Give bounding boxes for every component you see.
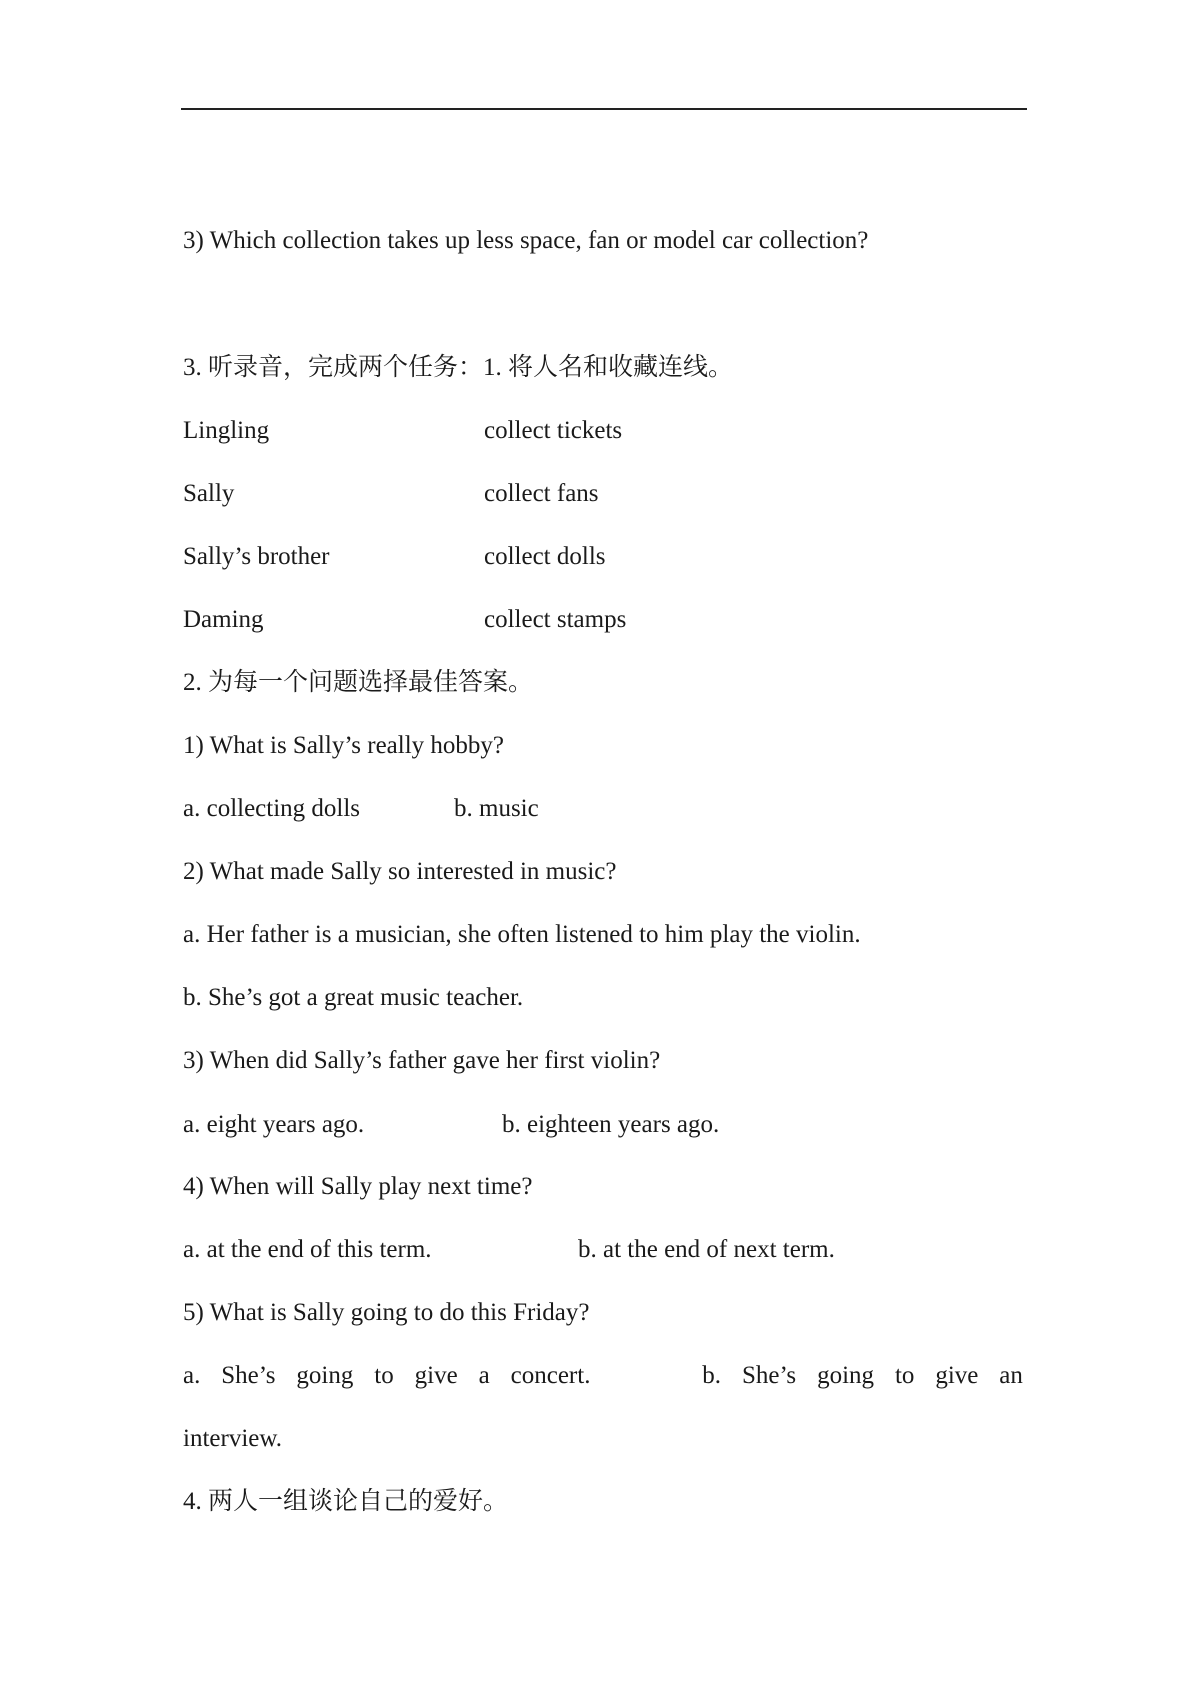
option-1a: a. collecting dolls <box>183 795 361 822</box>
match-name: Sally <box>183 480 235 507</box>
section-3-title: 3. 听录音，完成两个任务：1. 将人名和收藏连线。 <box>183 354 734 381</box>
option-3a: a. eight years ago. <box>183 1111 365 1138</box>
question-space: 3) Which collection takes up less space, fan or model car collection? <box>183 227 869 254</box>
match-collection: collect fans <box>484 480 599 507</box>
section-4-title: 4. 两人一组谈论自己的爱好。 <box>183 1488 509 1515</box>
match-collection: collect dolls <box>484 543 606 570</box>
option-5-word: to <box>374 1362 394 1389</box>
match-collection: collect tickets <box>484 417 623 444</box>
match-name: Sally’s brother <box>183 543 330 570</box>
question-5: 5) What is Sally going to do this Friday? <box>183 1299 590 1326</box>
option-5-word: She’s <box>221 1362 276 1389</box>
option-2a: a. Her father is a musician, she often listened to him play the violin. <box>183 921 861 948</box>
option-5-word: an <box>999 1362 1023 1389</box>
question-2: 2) What made Sally so interested in music? <box>183 858 617 885</box>
question-3: 3) When did Sally’s father gave her first violin? <box>183 1047 661 1074</box>
match-name: Lingling <box>183 417 270 444</box>
option-5-word: going <box>817 1362 875 1389</box>
option-5-word: She’s <box>741 1362 797 1389</box>
option-3b: b. eighteen years ago. <box>502 1111 720 1138</box>
option-5-word: concert. <box>510 1362 591 1389</box>
option-1b: b. music <box>454 795 539 822</box>
option-4a: a. at the end of this term. <box>183 1236 432 1263</box>
option-5-word: a <box>478 1362 490 1389</box>
option-5-word: give <box>414 1362 458 1389</box>
match-name: Daming <box>183 606 264 633</box>
option-5-word: b. <box>702 1362 722 1389</box>
question-4: 4) When will Sally play next time? <box>183 1173 533 1200</box>
section-2-title: 2. 为每一个问题选择最佳答案。 <box>183 669 534 696</box>
question-1: 1) What is Sally’s really hobby? <box>183 732 505 759</box>
option-5-word: a. <box>183 1362 201 1389</box>
option-4b: b. at the end of next term. <box>578 1236 835 1263</box>
option-5-word: give <box>935 1362 979 1389</box>
option-5-word: going <box>296 1362 354 1389</box>
options-5-row <box>183 1361 1023 1391</box>
option-5-word: to <box>894 1362 915 1389</box>
header-rule <box>181 108 1027 110</box>
option-5b-continued: interview. <box>183 1425 283 1452</box>
match-collection: collect stamps <box>484 606 627 633</box>
option-2b: b. She’s got a great music teacher. <box>183 984 524 1011</box>
